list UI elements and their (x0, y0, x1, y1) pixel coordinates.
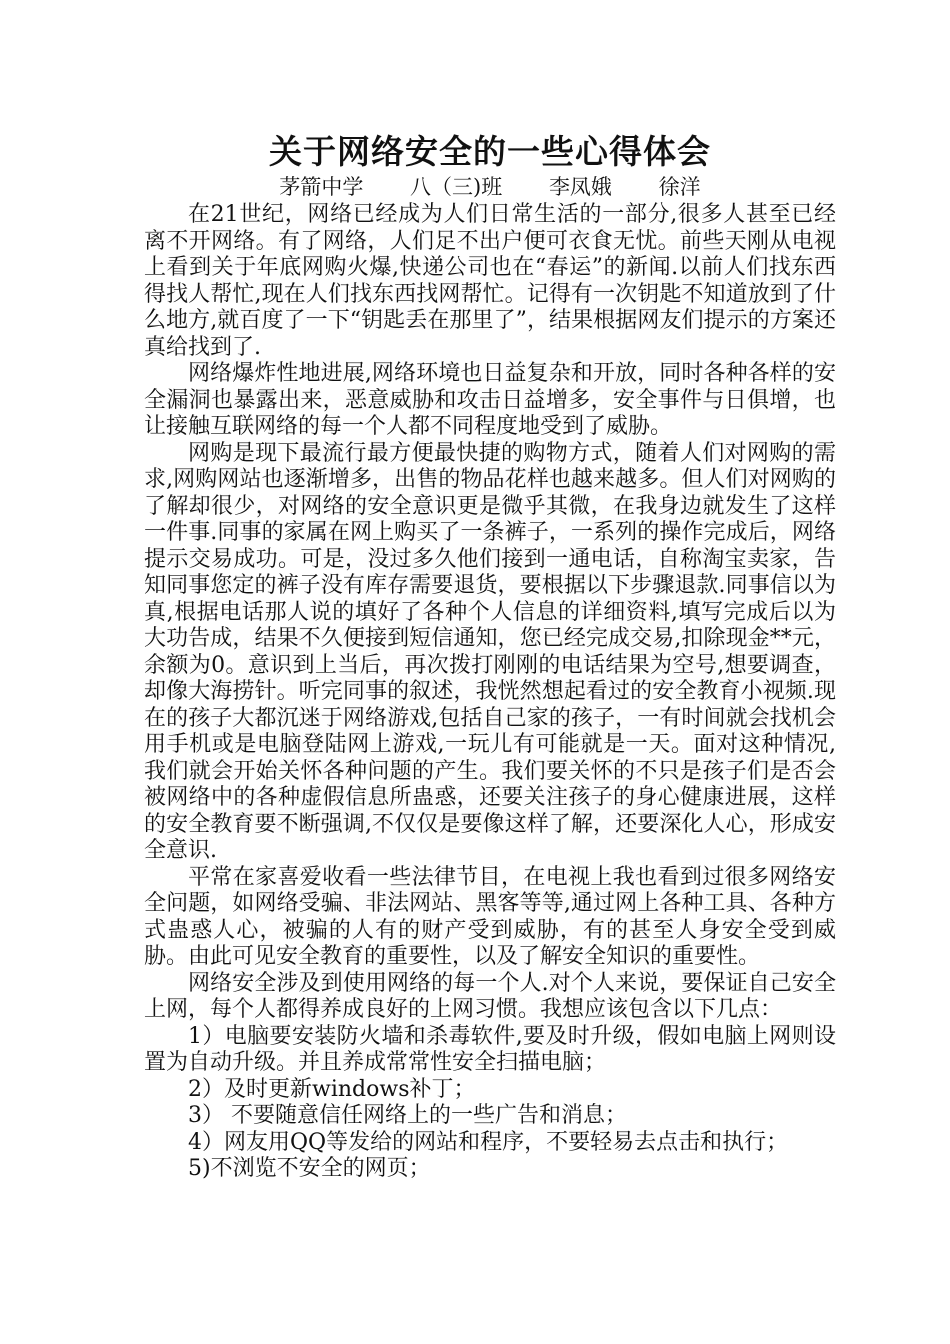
paragraph-2: 网络爆炸性地进展,网络环境也日益复杂和开放，同时各种各样的安全漏洞也暴露出来，恶意威胁和攻击日益增多，安全事件与日俱增，也让接触互联网络的每一个人都不同程度地受到了威胁。 (144, 361, 836, 439)
byline-school: 茅箭中学 (279, 175, 364, 199)
paragraph-3: 网购是现下最流行最方便最快捷的购物方式，随着人们对网购的需求,网购网站也逐渐增多，出售的物品花样也越来越多。但人们对网购的了解却很少，对网络的安全意识更是微乎其微，在我身边就发生了这样一件事.同事的家属在网上购买了一条裤子，一系列的操作完成后，网络提示交易成功。可是，没过多久他们接到一通电话，自称淘宝卖家，告知同事您定的裤子没有库存需要退货，要根据以下步骤退款.同事信以为真,根据电话那人说的填好了各种个人信息的详细资料,填写完成后以为大功告成，结果不久便接到短信通知，您已经完成交易,扣除现金**元，余额为0。意识到上当后，再次拨打刚刚的电话结果为空号,想要调查，却像大海捞针。听完同事的叙述，我恍然想起看过的安全教育小视频.现在的孩子大都沉迷于网络游戏,包括自己家的孩子，一有时间就会找机会用手机或是电脑登陆网上游戏,一玩儿有可能就是一天。面对这种情况,我们就会开始关怀各种问题的产生。我们要关怀的不只是孩子们是否会被网络中的各种虚假信息所蛊惑，还要关注孩子的身心健康进展，这样的安全教育要不断强调,不仅仅是要像这样了解，还要深化人心，形成安全意识. (144, 440, 836, 863)
document-page (144, 130, 836, 1183)
list-item-5: 5)不浏览不安全的网页； (188, 1156, 431, 1181)
byline-author1: 李凤娥 (548, 175, 612, 199)
byline-class: 八（三)班 (410, 175, 503, 199)
list-item-4: 4）网友用QQ等发给的网站和程序，不要轻易去点击和执行； (188, 1129, 789, 1155)
paragraph-5: 网络安全涉及到使用网络的每一个人.对个人来说，要保证自己安全上网，每个人都得养成良好的上网习惯。我想应该包含以下几点： (144, 970, 836, 1022)
paragraph-4: 平常在家喜爱收看一些法律节目，在电视上我也看到过很多网络安全问题，如网络受骗、非法网站、黑客等等,通过网上各种工具、各种方式蛊惑人心，被骗的人有的财产受到威胁，有的甚至人身安全受到威胁。由此可见安全教育的重要性，以及了解安全知识的重要性。 (144, 864, 836, 969)
byline (144, 174, 836, 200)
list-item-2: 2）及时更新windows补丁； (188, 1076, 476, 1102)
list-item-3: 3） 不要随意信任网络上的一些广告和消息； (188, 1103, 627, 1128)
byline-author2: 徐洋 (658, 175, 701, 199)
paragraph-1: 在21世纪，网络已经成为人们日常生活的一部分,很多人甚至已经离不开网络。有了网络，人们足不出户便可衣食无忧。前些天刚从电视上看到关于年底网购火爆,快递公司也在“春运”的新闻.以前人们找东西得找人帮忙,现在人们找东西找网帮忙。记得有一次钥匙不知道放到了什么地方,就百度了一下“钥匙丢在那里了”，结果根据网友们提示的方案还真给找到了. (144, 202, 836, 360)
document-title: 关于网络安全的一些心得体会 (269, 132, 711, 171)
list-item-1: 1）电脑要安装防火墙和杀毒软件,要及时升级，假如电脑上网则设置为自动升级。并且养成常常性安全扫描电脑； (144, 1023, 836, 1075)
